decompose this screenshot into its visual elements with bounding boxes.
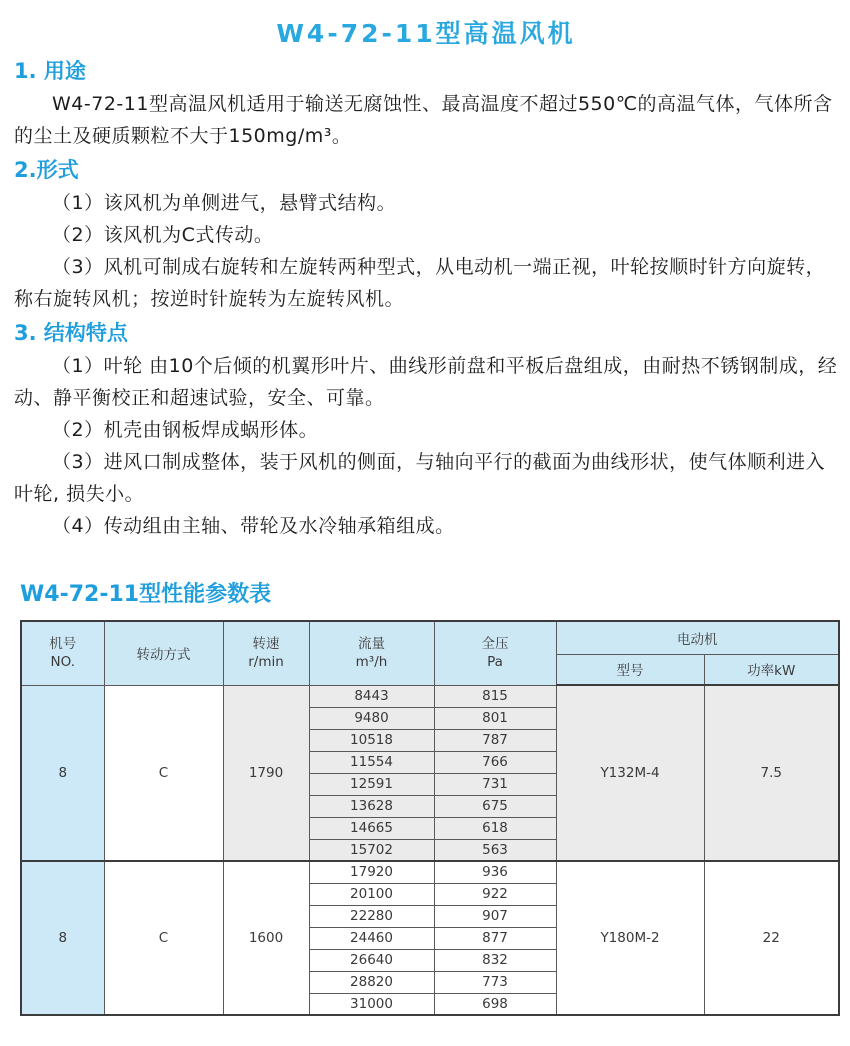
cell-group1-model: Y132M-4 bbox=[556, 685, 704, 861]
cell-pressure: 731 bbox=[434, 773, 556, 795]
cell-flow: 24460 bbox=[309, 927, 434, 949]
header-speed-line2: r/min bbox=[248, 654, 284, 671]
cell-group1-speed: 1790 bbox=[223, 685, 309, 861]
cell-pressure: 922 bbox=[434, 883, 556, 905]
header-fan-no bbox=[21, 621, 104, 685]
header-fan-no-line1: 机号 bbox=[49, 636, 77, 653]
cell-flow: 12591 bbox=[309, 773, 434, 795]
table-title: W4-72-11型性能参数表 bbox=[20, 582, 272, 607]
paragraph-form-3: （3）风机可制成右旋转和左旋转两种型式，从电动机一端正视，叶轮按顺时针方向旋转，称右旋转风机；按逆时针旋转为左旋转风机。 bbox=[14, 256, 826, 310]
cell-flow: 8443 bbox=[309, 685, 434, 707]
header-motor-model: 型号 bbox=[556, 654, 704, 685]
header-pressure-line1: 全压 bbox=[481, 636, 509, 653]
section-heading-usage: 1. 用途 bbox=[14, 59, 86, 83]
cell-pressure: 698 bbox=[434, 993, 556, 1015]
cell-pressure: 801 bbox=[434, 707, 556, 729]
cell-flow: 14665 bbox=[309, 817, 434, 839]
cell-group1-power: 7.5 bbox=[704, 685, 839, 861]
cell-group1-drive: C bbox=[104, 685, 223, 861]
section-heading-form: 2.形式 bbox=[14, 158, 79, 182]
cell-group2-speed: 1600 bbox=[223, 861, 309, 1015]
header-flow bbox=[309, 621, 434, 685]
header-motor: 电动机 bbox=[556, 621, 839, 654]
header-motor-power: 功率kW bbox=[704, 654, 839, 685]
cell-group2-power: 22 bbox=[704, 861, 839, 1015]
cell-flow: 28820 bbox=[309, 971, 434, 993]
paragraph-structure-1: （1）叶轮 由10个后倾的机翼形叶片、曲线形前盘和平板后盘组成，由耐热不锈钢制成，经动、静平衡校正和超速试验，安全、可靠。 bbox=[14, 355, 838, 409]
cell-pressure: 787 bbox=[434, 729, 556, 751]
cell-flow: 26640 bbox=[309, 949, 434, 971]
header-fan-no-line2: NO. bbox=[50, 654, 75, 671]
cell-pressure: 675 bbox=[434, 795, 556, 817]
paragraph-structure-3: （3）进风口制成整体，装于风机的侧面，与轴向平行的截面为曲线形状，使气体顺利进入叶轮, 损失小。 bbox=[14, 451, 826, 505]
cell-flow: 10518 bbox=[309, 729, 434, 751]
cell-flow: 11554 bbox=[309, 751, 434, 773]
cell-group2-fan-no: 8 bbox=[21, 861, 104, 1015]
cell-pressure: 618 bbox=[434, 817, 556, 839]
cell-pressure: 936 bbox=[434, 861, 556, 883]
cell-pressure: 563 bbox=[434, 839, 556, 861]
header-flow-line1: 流量 bbox=[358, 636, 385, 653]
paragraph-structure-2: （2）机壳由钢板焊成蜗形体。 bbox=[52, 419, 319, 441]
header-pressure-line2: Pa bbox=[487, 654, 503, 671]
cell-flow: 15702 bbox=[309, 839, 434, 861]
paragraph-form-2: （2）该风机为C式传动。 bbox=[52, 224, 274, 246]
cell-flow: 22280 bbox=[309, 905, 434, 927]
paragraph-usage: W4-72-11型高温风机适用于输送无腐蚀性、最高温度不超过550℃的高温气体，气体所含的尘土及硬质颗粒不大于150mg/m³。 bbox=[14, 93, 833, 147]
header-flow-line2: m³/h bbox=[355, 654, 388, 671]
paragraph-form-1: （1）该风机为单侧进气，悬臂式结构。 bbox=[52, 192, 397, 214]
page-title: W4-72-11型高温风机 bbox=[276, 19, 576, 48]
header-drive-type: 转动方式 bbox=[104, 621, 223, 685]
cell-flow: 20100 bbox=[309, 883, 434, 905]
cell-pressure: 766 bbox=[434, 751, 556, 773]
section-heading-structure: 3. 结构特点 bbox=[14, 321, 128, 345]
cell-pressure: 877 bbox=[434, 927, 556, 949]
cell-pressure: 815 bbox=[434, 685, 556, 707]
cell-flow: 13628 bbox=[309, 795, 434, 817]
header-pressure bbox=[434, 621, 556, 685]
performance-parameters-table bbox=[20, 620, 840, 1016]
cell-flow: 31000 bbox=[309, 993, 434, 1015]
cell-group2-model: Y180M-2 bbox=[556, 861, 704, 1015]
cell-group2-drive: C bbox=[104, 861, 223, 1015]
cell-pressure: 832 bbox=[434, 949, 556, 971]
paragraph-structure-4: （4）传动组由主轴、带轮及水冷轴承箱组成。 bbox=[52, 515, 455, 537]
cell-pressure: 907 bbox=[434, 905, 556, 927]
cell-flow: 9480 bbox=[309, 707, 434, 729]
header-speed bbox=[223, 621, 309, 685]
cell-flow: 17920 bbox=[309, 861, 434, 883]
cell-pressure: 773 bbox=[434, 971, 556, 993]
header-speed-line1: 转速 bbox=[252, 636, 280, 653]
cell-group1-fan-no: 8 bbox=[21, 685, 104, 861]
